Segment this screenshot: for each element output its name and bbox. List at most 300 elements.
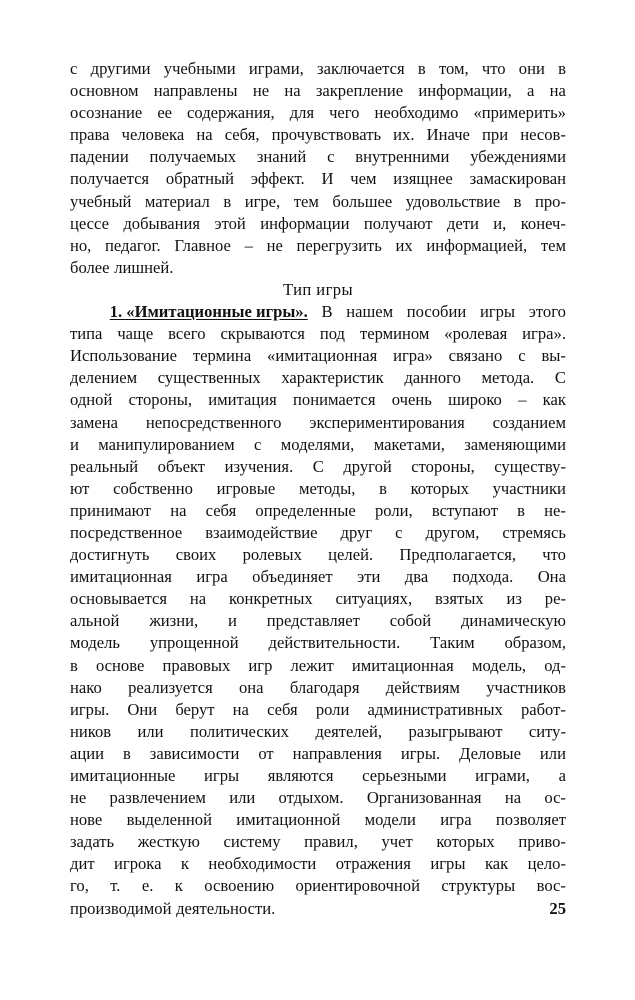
text-word: одной: [70, 390, 113, 410]
text-word: или: [137, 721, 164, 741]
text-line: [70, 434, 566, 456]
text-word: человека: [121, 125, 185, 145]
text-word: большее: [332, 191, 393, 211]
text-word: игры.: [400, 743, 441, 763]
text-word: берут: [175, 699, 215, 719]
text-word: тем: [293, 191, 319, 211]
text-word: широко: [448, 390, 502, 410]
text-word: альной: [70, 611, 120, 631]
text-word: С: [554, 368, 566, 388]
text-word: ролевых: [242, 545, 302, 565]
text-word: изящнее: [393, 169, 453, 189]
text-word: образом,: [504, 633, 566, 653]
text-word: в: [70, 655, 78, 675]
text-word: манипулированием: [98, 434, 235, 454]
text-word: ют: [70, 478, 90, 498]
text-word: существенных: [157, 368, 261, 388]
text-word: изучения.: [224, 456, 294, 476]
text-word: стороны,: [411, 456, 475, 476]
text-line: [70, 213, 566, 235]
text-line: [70, 831, 566, 853]
text-word: Предполагается,: [399, 545, 516, 565]
text-word: в: [517, 500, 525, 520]
text-word: получается: [70, 169, 150, 189]
text-word: методы,: [298, 478, 356, 498]
text-word: экспериментирования: [309, 412, 465, 432]
text-line: [70, 478, 566, 500]
text-word: Тип: [282, 279, 312, 299]
text-word: игре,: [244, 191, 281, 211]
text-word: модели: [364, 810, 416, 830]
text-word: игр: [248, 655, 273, 675]
text-line: [70, 566, 566, 588]
text-line: [70, 632, 566, 654]
text-word: их.: [393, 125, 415, 145]
text-word: в: [122, 743, 131, 763]
text-word: с: [70, 59, 78, 78]
text-word: реализуется: [128, 677, 213, 697]
text-word: ре-: [544, 589, 566, 609]
text-word: цессе: [70, 213, 109, 233]
text-word: лежит: [290, 655, 334, 675]
text-line: [70, 853, 566, 875]
text-word: игры: [204, 766, 240, 785]
text-word: необходимо: [374, 103, 459, 123]
text-word: с: [327, 147, 335, 167]
text-word: друг: [340, 522, 373, 542]
text-word: другой: [343, 456, 392, 476]
text-word: термином: [359, 324, 430, 344]
text-word: замаскирован: [469, 169, 566, 189]
text-word: играми,: [248, 59, 304, 78]
text-word: вступают: [431, 500, 498, 520]
text-word: игра».: [522, 324, 566, 344]
text-line: [70, 389, 566, 411]
text-word: конкретных: [228, 589, 313, 609]
text-word: игры: [316, 279, 354, 299]
text-word: с: [395, 522, 403, 542]
text-word: из: [506, 589, 522, 609]
text-word: том,: [438, 59, 469, 78]
text-word: при: [482, 125, 509, 145]
text-word: добывания: [123, 213, 201, 233]
text-word: основывается: [70, 589, 168, 609]
text-word: содержания,: [187, 103, 275, 123]
text-word: го,: [70, 876, 89, 896]
text-word: ников: [70, 721, 112, 741]
text-word: очень: [391, 390, 432, 410]
text-word: непосредственного: [145, 412, 282, 432]
text-word: они: [518, 59, 545, 78]
text-word: несов-: [520, 125, 566, 145]
text-word: а: [558, 766, 566, 785]
text-word: права: [70, 125, 110, 145]
text-word: на: [504, 788, 522, 808]
text-line: [70, 191, 566, 213]
text-word: Иначе: [426, 125, 470, 145]
text-word: на: [170, 500, 187, 520]
text-line: [70, 412, 566, 434]
text-word: лишней.: [114, 257, 174, 277]
text-word: взаимодействие: [205, 522, 318, 542]
text-line: [70, 323, 566, 345]
text-word: 1. «Имитационные игры».: [109, 302, 308, 322]
text-word: Они: [127, 699, 158, 719]
text-word: определенные: [255, 500, 356, 520]
text-word: игровые: [216, 478, 276, 498]
text-word: в: [513, 191, 522, 211]
text-line: [70, 875, 566, 897]
text-word: посредственное: [70, 522, 183, 542]
page-text-block: [70, 58, 566, 920]
text-line: [70, 588, 566, 610]
text-word: Организованная: [366, 788, 482, 808]
text-word: этой: [214, 213, 246, 233]
text-word: модель,: [471, 655, 527, 675]
text-word: Деловые: [459, 743, 521, 763]
text-line: [70, 655, 566, 677]
text-word: благодаря: [289, 677, 360, 697]
text-word: информации: [260, 213, 350, 233]
text-line: [70, 257, 566, 279]
text-word: к: [174, 876, 183, 896]
text-word: ситуациях,: [335, 589, 413, 609]
text-word: освоению: [204, 876, 275, 896]
text-word: направления: [292, 743, 382, 763]
text-word: роли: [315, 699, 350, 719]
text-word: получают: [363, 213, 433, 233]
text-word: игра: [196, 567, 228, 587]
text-word: цело-: [527, 854, 566, 874]
text-word: перегрузить: [296, 235, 382, 255]
text-line: [70, 301, 566, 323]
text-word: деятелей,: [315, 721, 383, 741]
text-word: под: [319, 324, 346, 344]
text-word: этого: [528, 302, 566, 322]
text-word: систему: [223, 832, 281, 852]
text-word: своих: [175, 545, 217, 565]
text-word: необходимости: [208, 854, 317, 874]
text-word: принимают: [70, 500, 151, 520]
text-line: [70, 699, 566, 721]
text-line: [70, 500, 566, 522]
text-word: е.: [141, 876, 154, 896]
text-word: существу-: [494, 456, 566, 476]
text-word: позволяет: [495, 810, 566, 830]
text-word: основном: [70, 81, 139, 101]
text-word: убеждениями: [470, 147, 566, 167]
text-word: подхода.: [452, 567, 514, 587]
text-line: [70, 168, 566, 190]
text-word: динамическую: [460, 611, 566, 631]
text-word: скрываются: [220, 324, 305, 344]
text-word: играми,: [475, 766, 530, 785]
text-word: что: [481, 59, 506, 78]
text-word: обратный: [165, 169, 235, 189]
text-word: и: [70, 434, 79, 454]
text-line: [70, 522, 566, 544]
text-word: нове: [70, 810, 103, 830]
text-word: И: [321, 169, 334, 189]
text-word: которых: [410, 478, 469, 498]
text-word: не: [70, 788, 87, 808]
text-word: данного: [404, 368, 461, 388]
text-word: правил,: [304, 832, 358, 852]
text-word: игры: [479, 302, 516, 322]
paragraph-indent: [70, 301, 96, 323]
text-word: жизни,: [149, 611, 199, 631]
text-word: моделями,: [280, 434, 355, 454]
text-word: как: [542, 390, 566, 410]
text-word: разыгрывают: [408, 721, 503, 741]
text-word: зависимости: [149, 743, 240, 763]
text-word: на: [284, 81, 301, 101]
text-line: [70, 456, 566, 478]
text-word: учебный: [70, 191, 132, 211]
text-word: развлечением: [109, 788, 206, 808]
text-word: ситу-: [528, 721, 566, 741]
text-word: информацией,: [426, 235, 528, 255]
text-word: как: [484, 854, 509, 874]
text-word: не: [266, 235, 283, 255]
text-word: заменяющими: [464, 434, 566, 454]
text-word: дит: [70, 854, 95, 874]
text-word: про-: [534, 191, 566, 211]
text-word: отдыхом.: [278, 788, 344, 808]
text-word: вы-: [541, 346, 566, 366]
text-line: [70, 124, 566, 146]
text-word: игра»: [393, 346, 433, 366]
text-word: представляет: [266, 611, 360, 631]
text-word: на: [549, 81, 566, 101]
text-word: заключается: [317, 59, 405, 78]
text-word: стороны,: [128, 390, 193, 410]
section-heading: [70, 279, 566, 301]
text-word: с: [518, 346, 526, 366]
text-line: [70, 721, 566, 743]
text-word: участников: [486, 677, 566, 697]
text-word: чаще: [117, 324, 154, 344]
text-word: делением: [70, 368, 138, 388]
text-word: структуры: [441, 876, 516, 896]
text-word: являются: [267, 766, 334, 785]
text-word: –: [244, 235, 253, 255]
text-word: внутренними: [355, 147, 450, 167]
text-word: осознание: [70, 103, 143, 123]
text-word: замена: [70, 412, 119, 432]
text-word: направлены: [153, 81, 238, 101]
text-word: жесткую: [137, 832, 200, 852]
text-line: [70, 367, 566, 389]
text-line: [70, 58, 566, 80]
text-word: не: [252, 81, 270, 101]
text-word: тем: [540, 235, 566, 255]
text-word: в: [379, 478, 387, 498]
text-word: «имитационная: [267, 346, 378, 366]
text-word: основе: [95, 655, 145, 675]
text-word: для: [289, 103, 315, 123]
text-word: материал: [144, 191, 210, 211]
text-word: другими: [90, 59, 151, 78]
text-line: [70, 809, 566, 831]
text-word: ориентировочной: [295, 876, 420, 896]
text-word: имитация: [208, 390, 277, 410]
text-word: модель: [70, 633, 120, 653]
text-word: понимается: [293, 390, 376, 410]
text-word: а: [527, 81, 535, 101]
text-word: собой: [389, 611, 432, 631]
text-word: игры.: [70, 699, 110, 719]
text-word: более: [70, 257, 110, 277]
text-word: «примерить»: [473, 103, 566, 123]
text-word: достигнуть: [70, 545, 150, 565]
text-word: и,: [493, 213, 507, 233]
text-word: деятельности.: [176, 898, 276, 918]
text-word: объединяет: [252, 567, 333, 587]
text-word: Использование: [70, 346, 178, 366]
text-word: созданием: [492, 412, 566, 432]
text-word: в: [223, 191, 232, 211]
text-word: себя: [267, 699, 298, 719]
text-word: имитационные: [70, 766, 176, 785]
text-word: нашем: [346, 302, 394, 322]
text-word: конеч-: [520, 213, 566, 233]
text-word: Таким: [430, 633, 475, 653]
text-line: [70, 235, 566, 257]
page-number: 25: [549, 899, 566, 918]
text-word: или: [539, 743, 566, 763]
text-line: [70, 787, 566, 809]
text-line: [70, 544, 566, 566]
text-word: учебными: [163, 59, 236, 78]
text-word: вос-: [536, 876, 566, 896]
text-word: ации: [70, 743, 105, 763]
text-line: [70, 677, 566, 699]
text-word: связано: [448, 346, 503, 366]
text-word: в: [417, 59, 426, 78]
text-word: –: [518, 390, 527, 410]
text-line: [70, 610, 566, 632]
text-word: целей.: [328, 545, 374, 565]
text-word: характеристик: [281, 368, 384, 388]
text-word: в: [558, 59, 566, 78]
text-word: административных: [367, 699, 503, 719]
text-word: получаемых: [149, 147, 237, 167]
text-word: стремясь: [502, 522, 566, 542]
text-line: [70, 345, 566, 367]
text-word: метода.: [481, 368, 535, 388]
text-line: [70, 80, 566, 102]
text-word: пособии: [406, 302, 467, 322]
text-word: серьезными: [362, 766, 447, 785]
text-word: взятых: [434, 589, 484, 609]
text-word: эффект.: [250, 169, 305, 189]
text-word: на: [232, 699, 249, 719]
text-word: производимой: [70, 898, 172, 918]
text-word: не-: [544, 500, 566, 520]
text-word: их: [395, 235, 413, 255]
text-line: [70, 743, 566, 765]
text-word: приво-: [518, 832, 566, 852]
text-word: участники: [492, 478, 566, 498]
text-word: учет: [381, 832, 413, 852]
text-word: игра: [440, 810, 472, 830]
text-word: роли,: [374, 500, 413, 520]
text-word: эти: [357, 567, 381, 587]
text-word: другом,: [425, 522, 480, 542]
text-word: к: [180, 854, 189, 874]
text-word: информации,: [418, 81, 512, 101]
text-word: чего: [329, 103, 360, 123]
text-word: от: [258, 743, 274, 763]
text-word: т.: [110, 876, 121, 896]
text-word: которых: [436, 832, 495, 852]
text-word: ос-: [544, 788, 566, 808]
text-word: или: [229, 788, 256, 808]
text-word: с: [254, 434, 262, 454]
text-word: политических: [189, 721, 289, 741]
text-word: термина: [192, 346, 252, 366]
paragraph-imitation-games: [70, 301, 566, 920]
text-word: задать: [70, 832, 115, 852]
text-word: имитационной: [236, 810, 341, 830]
text-word: собственно: [113, 478, 193, 498]
text-word: макетами,: [373, 434, 445, 454]
text-word: ее: [157, 103, 173, 123]
text-word: падении: [70, 147, 129, 167]
text-word: Она: [537, 567, 566, 587]
text-word: и: [228, 611, 237, 631]
text-word: два: [404, 567, 429, 587]
text-word: игры: [430, 854, 466, 874]
text-word: себя: [205, 500, 237, 520]
text-word: на: [196, 125, 213, 145]
text-word: дети: [446, 213, 479, 233]
text-word: себя,: [224, 125, 260, 145]
text-word: отражения: [335, 854, 411, 874]
text-word: работ-: [520, 699, 566, 719]
text-word: но,: [70, 235, 92, 255]
text-word: действительности.: [268, 633, 401, 653]
text-word: С: [312, 456, 324, 476]
text-word: выделенной: [126, 810, 212, 830]
text-word: на: [189, 589, 207, 609]
text-word: игрока: [114, 854, 162, 874]
text-word: правовых: [162, 655, 231, 675]
text-word: чем: [350, 169, 377, 189]
text-word: В: [321, 302, 333, 322]
text-word: имитационная: [351, 655, 454, 675]
paragraph-continuation: [70, 58, 566, 279]
text-word: объект: [157, 456, 206, 476]
text-word: всего: [168, 324, 206, 344]
text-word: имитационная: [70, 567, 172, 587]
text-word: упрощенной: [149, 633, 239, 653]
text-line: [70, 146, 566, 168]
text-word: прочувствовать: [271, 125, 382, 145]
text-word: действиям: [385, 677, 460, 697]
text-word: знаний: [256, 147, 307, 167]
text-word: Главное: [174, 235, 231, 255]
text-word: реальный: [70, 456, 139, 476]
text-word: од-: [544, 655, 566, 675]
text-word: она: [239, 677, 264, 697]
text-word: педагог.: [105, 235, 161, 255]
text-word: закрепление: [315, 81, 404, 101]
text-word: «ролевая: [444, 324, 508, 344]
text-word: что: [542, 545, 566, 565]
text-word: типа: [70, 324, 103, 344]
